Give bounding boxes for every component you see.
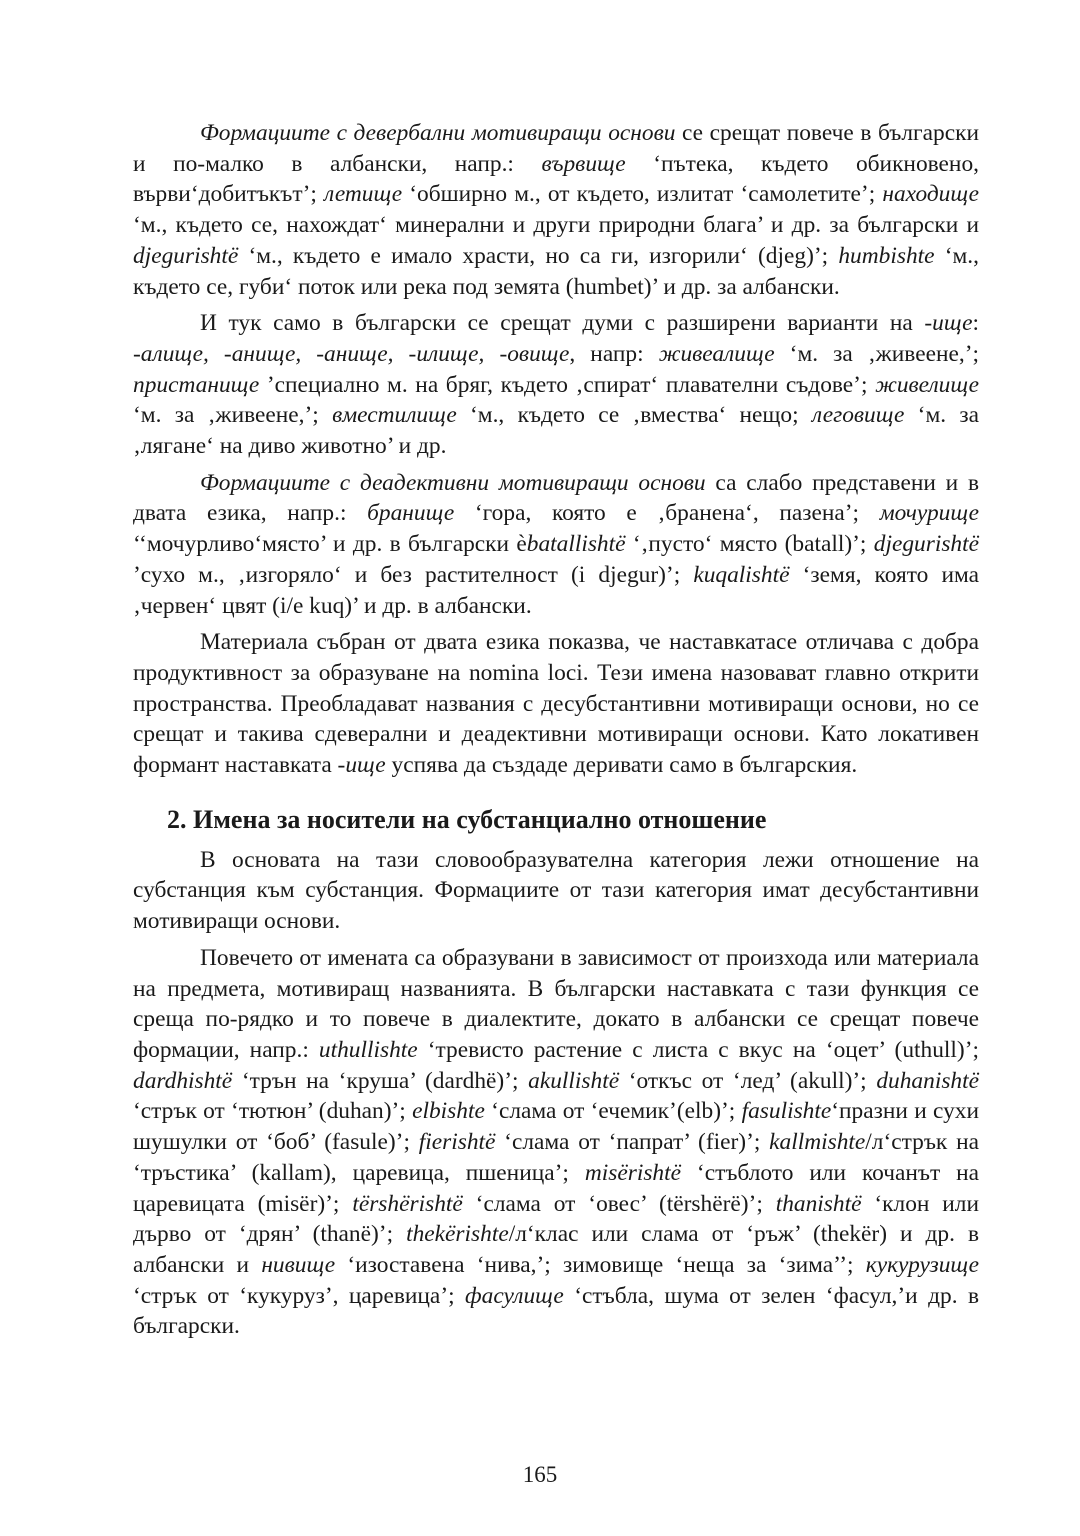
text-segment: ‘клон или дърво от ‘дрян’ (thanë)’; [133, 1190, 979, 1248]
text-segment: ’специално м. на бряг, където ‚спират‘ плавателни съдове’; [259, 371, 876, 398]
italic-term: duhanishtë [876, 1067, 979, 1094]
text-segment: ‘обширно м., от където, излитат ‘самолетите’; [402, 181, 883, 208]
text-segment: , напр: [569, 340, 659, 367]
text-segment: В основата на тази словообразувателна категория лежи отношение на субстанция към субстанция. Формациите от тази категория имат десубстантивни мотивиращи основи. [133, 846, 979, 935]
text-segment: ‘празни и сухи шушулки от ‘боб’ (fasule)’; [133, 1098, 980, 1156]
text-segment: ‘м., където се, губи‘ поток или река под земята (humbet)’ и др. за албански. [133, 242, 980, 300]
italic-term: вървище [541, 150, 626, 177]
text-segment: ‘м. за ‚живеене,’; [774, 340, 980, 367]
text-segment: ‘слама от ‘овес’ (tërshërë)’; [462, 1190, 776, 1217]
italic-term: thanishtë [775, 1190, 862, 1217]
section-heading: 2. Имена за носители на субстанциално отношение [167, 804, 767, 834]
italic-term: алище, -анище, -анище, -илище, -овище [140, 340, 570, 367]
italic-term: dardhishtë [133, 1067, 233, 1094]
paragraph [133, 118, 979, 302]
text-segment: ‘земя, която има ‚червен‘ цвят (i/e kuq)’ и др. в албански. [133, 561, 979, 619]
italic-term: kallmishte [769, 1129, 866, 1156]
text-segment: ‘стъбла, шума от зелен ‘фасул,’и др. в български. [133, 1282, 979, 1340]
text-segment: ‘м., където се, нахождат‘ минерални и други природни блага’ и др. за български и [133, 212, 979, 239]
italic-term: humbishte [838, 242, 935, 269]
paragraph [133, 308, 979, 462]
text-segment: ‘м., където се ‚вмества‘ нещо; [456, 402, 812, 429]
italic-term: batallishtë [526, 531, 626, 558]
text-segment: се срещат повече в български и по-малко в албански, напр.: [133, 120, 979, 177]
text-segment: са слабо представени и в двата езика, напр.: [133, 469, 979, 527]
italic-term: мочурище [879, 500, 979, 527]
paragraphs-block [133, 118, 979, 781]
italic-term: Формациите с девербални мотивиращи основи [200, 120, 676, 146]
text-segment: ‘м. за ‚лягане‘ на диво животно’ и др. [133, 402, 979, 460]
text-segment: ‘пътека, където обикновено, върви‘добитъкът’; [133, 150, 979, 208]
text-segment: ‘‘мочурливо‘място’ и др. в български è [133, 531, 527, 558]
italic-term: ище [345, 752, 386, 779]
italic-term: находище [882, 181, 979, 208]
paragraph [133, 943, 979, 1342]
italic-term: Формациите с деадективни мотивиращи основи [200, 469, 706, 496]
text-segment: /л‘клас или слама от ‘ръж’ (thekër) и др. в албански и [133, 1221, 979, 1278]
italic-term: бранище [367, 500, 455, 527]
text-segment: : - [133, 310, 979, 367]
section-paragraphs-block [133, 845, 979, 1342]
text-segment: ‘‚пусто‘ място (batall)’; [625, 531, 874, 558]
text-segment: успява да създаде деривати само в българския. [385, 752, 858, 779]
text-segment: ‘трън на ‘круша’ (dardhë)’; [232, 1067, 529, 1094]
text-segment: ‘гора, която е ‚бранена‘, пазена’; [454, 500, 880, 527]
text-segment: И тук само в български се срещат думи с разширени варианти на - [200, 310, 933, 337]
text-segment: ‘тревисто растение с листа с вкус на ‘оцет’ (uthull)’; [417, 1036, 979, 1063]
italic-term: ище [932, 310, 973, 337]
italic-term: живелище [875, 371, 979, 398]
text-segment: ‘стъблото или кочанът на царевицата (misër)’; [133, 1159, 980, 1217]
text-segment: Материала събран от двата езика показва, че наставкатасе отличава с добра продуктивност за образуване на nomina loci. Тези имена назовават главно открити пространства. Преобладават названия с десубстантивни мотивиращи основи, но се срещат и такива сдеверални и деадективни мотивиращи основи. Като локативен формант наставката - [133, 629, 979, 779]
italic-term: вместилище [332, 402, 457, 429]
italic-term: живеалище [658, 340, 775, 367]
text-segment: ‘слама от ‘ечемик’(elb)’; [484, 1098, 742, 1125]
italic-term: elbishte [412, 1098, 485, 1125]
page-number: 165 [522, 1462, 558, 1487]
italic-term: нивище [261, 1251, 336, 1278]
paragraph [133, 627, 979, 781]
italic-term: кукурузище [865, 1251, 980, 1278]
italic-term: fierishtë [418, 1129, 496, 1156]
text-segment: Повечето от имената са образувани в зависимост от произхода или материала на предмета, мотивиращ названията. В български наставката с тази функция се среща по-рядко и то повече в диалектите, докато в албански се срещат повече формации, напр.: [133, 944, 979, 1063]
text-segment: ‘стрък от ‘тютюн’ (duhan)’; [133, 1098, 413, 1125]
italic-term: djegurishtë [873, 531, 979, 558]
text-segment: ’сухо м., ‚изгоряло‘ и без растителност (i djegur)’; [133, 561, 694, 588]
italic-term: uthullishte [318, 1036, 418, 1063]
page-body [133, 118, 979, 1348]
italic-term: пристанище [133, 371, 260, 398]
italic-term: фасулище [465, 1282, 564, 1309]
italic-term: fasulishte [741, 1098, 832, 1125]
italic-term: летище [324, 181, 403, 208]
text-segment: ‘слама от ‘папрат’ (fier)’; [495, 1129, 770, 1156]
italic-term: thekërishte [406, 1221, 509, 1248]
text-segment: ‘м., където е имало храсти, но са ги, изгорили‘ (djeg)’; [238, 242, 839, 269]
italic-term: леговище [811, 402, 905, 429]
text-segment: /л‘стрък на ‘тръстика’ (kallam), царевица, пшеница’; [133, 1129, 979, 1186]
italic-term: misërishtë [584, 1159, 681, 1186]
paragraph [133, 468, 979, 622]
italic-term: djegurishtë [133, 242, 239, 269]
text-segment: ‘стрък от ‘кукуруз’, царевица’; [133, 1282, 466, 1309]
italic-term: kuqalishtë [693, 561, 790, 588]
italic-term: akullishtë [528, 1067, 620, 1094]
text-segment: ‘изоставена ‘нива,’; зимовище ‘неща за ‘зима’’; [335, 1251, 866, 1278]
paragraph [133, 845, 979, 937]
italic-term: tërshërishtë [352, 1190, 463, 1217]
text-segment: ‘м. за ‚живеене,’; [133, 402, 333, 429]
text-segment: ‘откъс от ‘лед’ (akull)’; [619, 1067, 877, 1094]
